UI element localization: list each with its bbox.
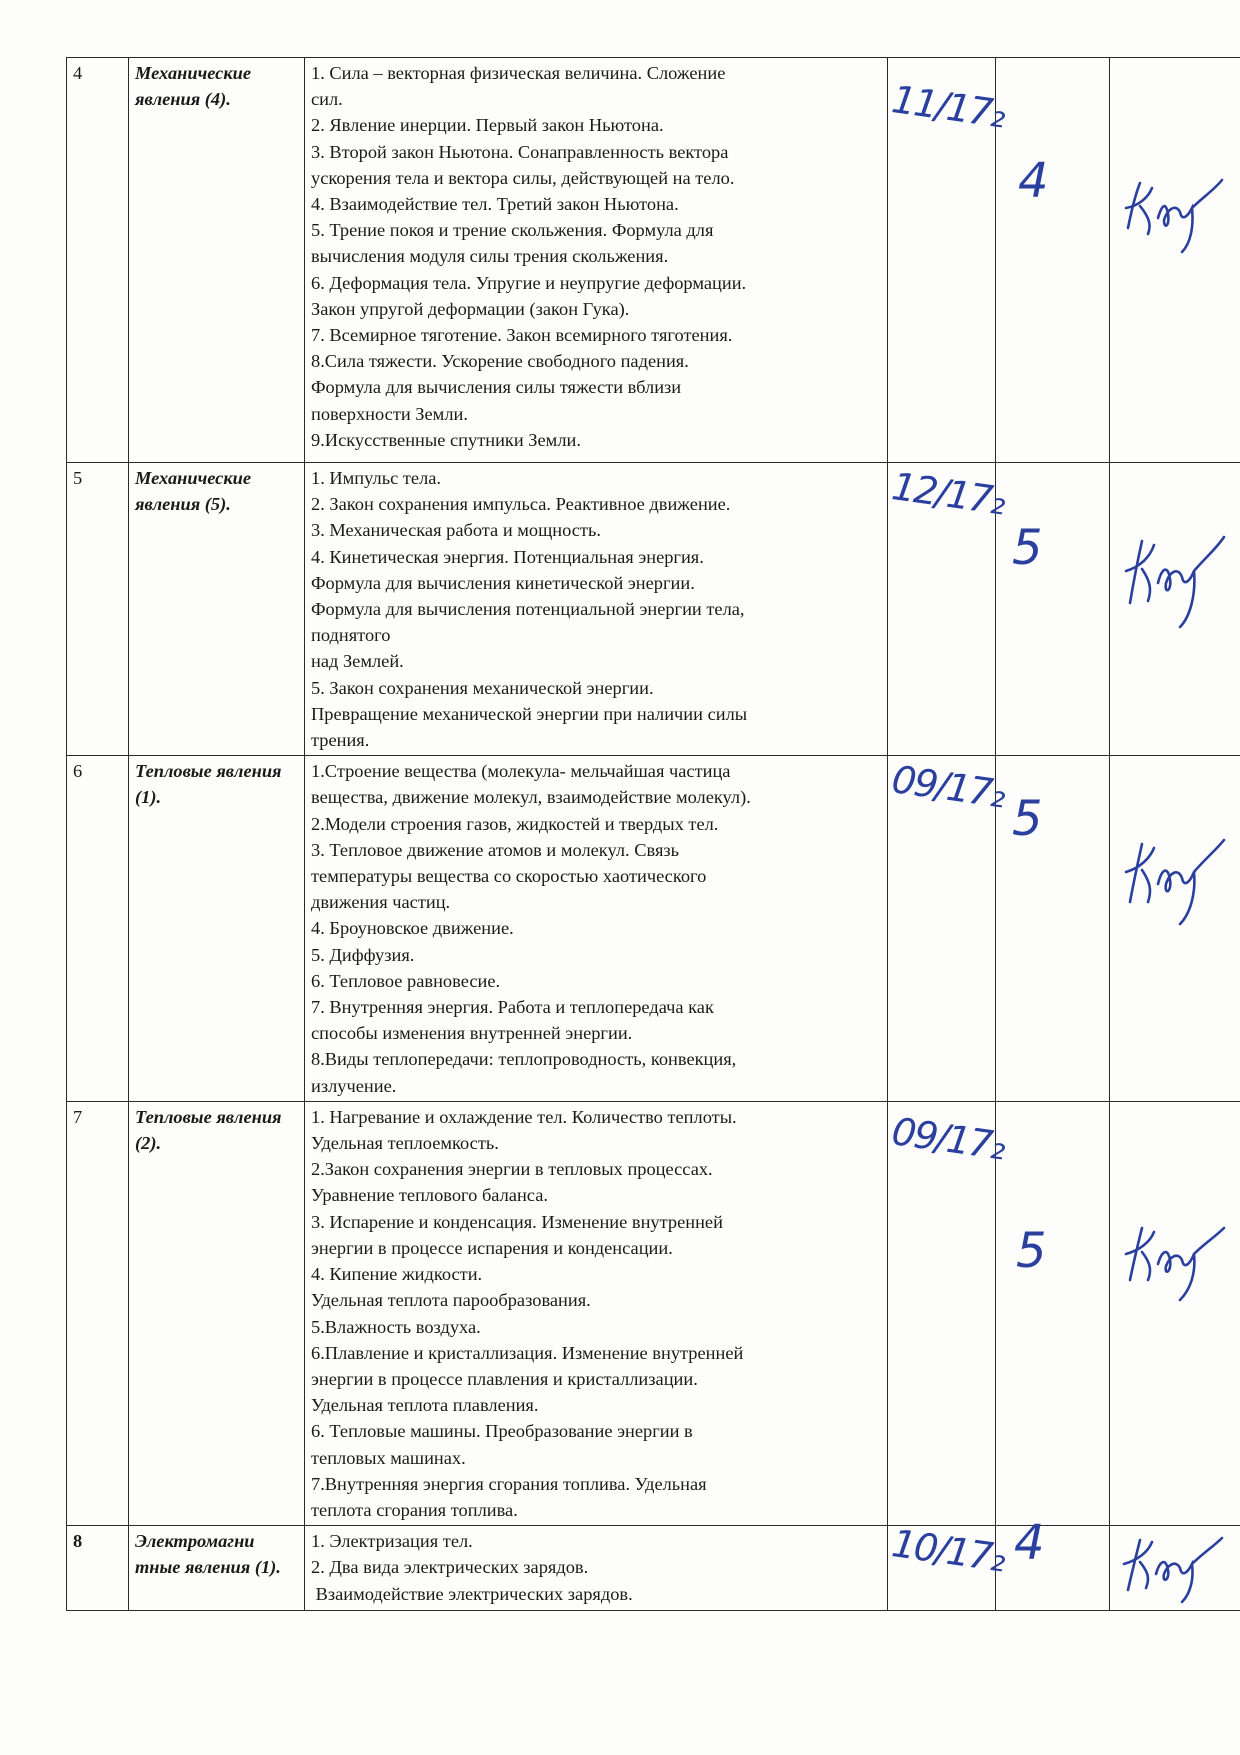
content-line: 5.Влажность воздуха. [311,1316,481,1337]
signature-image [1118,168,1228,258]
content-line: теплота сгорания топлива. [311,1499,518,1520]
table-row [67,756,1240,1102]
content-line: 2. Два вида электрических зарядов. [311,1557,589,1578]
handwritten-grade: 4 [1018,153,1049,209]
grade-cell [996,58,1110,463]
content-line: Формула для вычисления кинетической энергии. [311,572,695,593]
content-line: трения. [311,730,370,751]
content-line: Удельная теплота парообразования. [311,1290,591,1311]
content-line: 1.Строение вещества (молекула- мельчайшая частица [311,761,731,782]
handwritten-grade: 4 [1014,1515,1045,1572]
content-line: 5. Закон сохранения механической энергии. [311,677,654,698]
content-line: 6. Деформация тела. Упругие и неупругие деформации. [311,272,747,293]
content-line: Удельная теплоемкость. [311,1133,499,1154]
date-cell [888,463,1007,756]
content-line: 1. Сила – векторная физическая величина. Сложение [311,63,726,83]
topic-title: Механические явления (5). [129,463,305,756]
content-line: поверхности Земли. [311,403,468,424]
content-line: 6. Тепловое равновесие. [311,970,501,991]
content-line: 2. Закон сохранения импульса. Реактивное движение. [311,494,731,515]
signature-image [1116,1528,1226,1604]
lesson-plan-table [66,57,1240,1611]
content-line: 1. Импульс тела. [311,468,442,488]
date-cell [888,756,1007,1102]
signature-image [1118,1214,1228,1304]
content-line: вычисления модуля силы трения скольжения. [311,246,669,267]
content-line: Удельная теплота плавления. [311,1395,539,1416]
content-line: 1. Электризация тел. [311,1531,473,1552]
handwritten-grade: 5 [1012,520,1043,576]
signature-cell [1110,1526,1240,1611]
handwritten-date: 09/17₂ [889,1108,1007,1169]
topic-content [305,58,888,463]
row-number: 8 [67,1526,129,1611]
signature-cell [1110,756,1240,1102]
content-line: 9.Искусственные спутники Земли. [311,429,581,450]
content-line: 4. Броуновское движение. [311,918,514,939]
topic-content [305,1101,888,1525]
topic-content [305,1526,888,1611]
content-line: Закон упругой деформации (закон Гука). [311,298,630,319]
signature-image [1118,828,1228,928]
content-line: Формула для вычисления силы тяжести вблизи [311,377,682,398]
topic-content [305,463,888,756]
content-line: 5. Диффузия. [311,944,415,965]
content-line: 7. Внутренняя энергия. Работа и теплопередача как [311,997,714,1018]
signature-cell [1110,58,1240,463]
row-number: 4 [67,58,129,463]
content-line: 1. Нагревание и охлаждение тел. Количество теплоты. [311,1106,737,1127]
content-line: температуры вещества со скоростью хаотического [311,866,707,887]
content-line: 7.Внутренняя энергия сгорания топлива. Удельная [311,1473,707,1494]
grade-cell [996,1101,1110,1525]
row-number: 7 [67,1101,129,1525]
content-line: способы изменения внутренней энергии. [311,1023,633,1044]
handwritten-date: 12/17₂ [889,464,1007,524]
content-line: 4. Кинетическая энергия. Потенциальная энергия. [311,546,704,567]
handwritten-date: 11/17₂ [889,77,1007,137]
table-row [67,463,1240,756]
content-line: 4. Кипение жидкости. [311,1264,483,1285]
handwritten-date: 09/17₂ [889,757,1007,817]
content-line: 3. Испарение и конденсация. Изменение внутренней [311,1211,723,1232]
signature-cell [1110,463,1240,756]
handwritten-grade: 5 [1012,791,1043,848]
content-line: сил. [311,89,343,110]
signature-image [1118,523,1228,633]
content-line: вещества, движение молекул, взаимодействие молекул). [311,787,751,808]
content-line: Взаимодействие электрических зарядов. [311,1583,633,1604]
content-line: 2. Явление инерции. Первый закон Ньютона. [311,115,664,136]
content-line: Уравнение теплового баланса. [311,1185,548,1206]
content-line: Формула для вычисления потенциальной энергии тела, [311,599,745,620]
content-line: 8.Сила тяжести. Ускорение свободного падения. [311,351,689,372]
grade-cell [996,463,1110,756]
content-line: 7. Всемирное тяготение. Закон всемирного тяготения. [311,325,733,346]
table-row [67,58,1240,463]
content-line: поднятого [311,625,391,646]
topic-title: Электромагни тные явления (1). [129,1526,305,1611]
content-line: 6.Плавление и кристаллизация. Изменение внутренней [311,1342,744,1363]
date-cell [888,1521,1007,1611]
content-line: 3. Тепловое движение атомов и молекул. Связь [311,839,680,860]
table-row [67,1101,1240,1525]
date-cell [888,1101,1007,1525]
grade-cell [996,756,1110,1102]
content-line: излучение. [311,1075,397,1096]
handwritten-grade: 5 [1016,1222,1047,1279]
grade-cell [996,1515,1110,1611]
topic-title: Тепловые явления (1). [129,756,305,1102]
handwritten-date: 10/17₂ [889,1521,1007,1581]
content-line: 4. Взаимодействие тел. Третий закон Ньютона. [311,194,679,215]
content-line: над Землей. [311,651,404,672]
content-line: движения частиц. [311,892,451,913]
content-line: тепловых машинах. [311,1447,466,1468]
content-line: 2.Закон сохранения энергии в тепловых процессах. [311,1159,713,1180]
content-line: энергии в процессе испарения и конденсации. [311,1237,673,1258]
row-number: 6 [67,756,129,1102]
content-line: 5. Трение покоя и трение скольжения. Формула для [311,220,714,241]
row-number: 5 [67,463,129,756]
content-line: Превращение механической энергии при наличии силы [311,703,748,724]
table-row [67,1526,1240,1611]
topic-content [305,756,888,1102]
content-line: ускорения тела и вектора силы, действующей на тело. [311,167,735,188]
topic-title: Механические явления (4). [129,58,305,463]
content-line: энергии в процессе плавления и кристаллизации. [311,1368,698,1389]
signature-cell [1110,1101,1240,1525]
content-line: 3. Второй закон Ньютона. Сонаправленность вектора [311,141,729,162]
content-line: 8.Виды теплопередачи: теплопроводность, конвекция, [311,1049,737,1070]
date-cell [888,58,1007,463]
content-line: 2.Модели строения газов, жидкостей и твердых тел. [311,813,719,834]
content-line: 3. Механическая работа и мощность. [311,520,601,541]
content-line: 6. Тепловые машины. Преобразование энергии в [311,1421,693,1442]
topic-title: Тепловые явления (2). [129,1101,305,1525]
